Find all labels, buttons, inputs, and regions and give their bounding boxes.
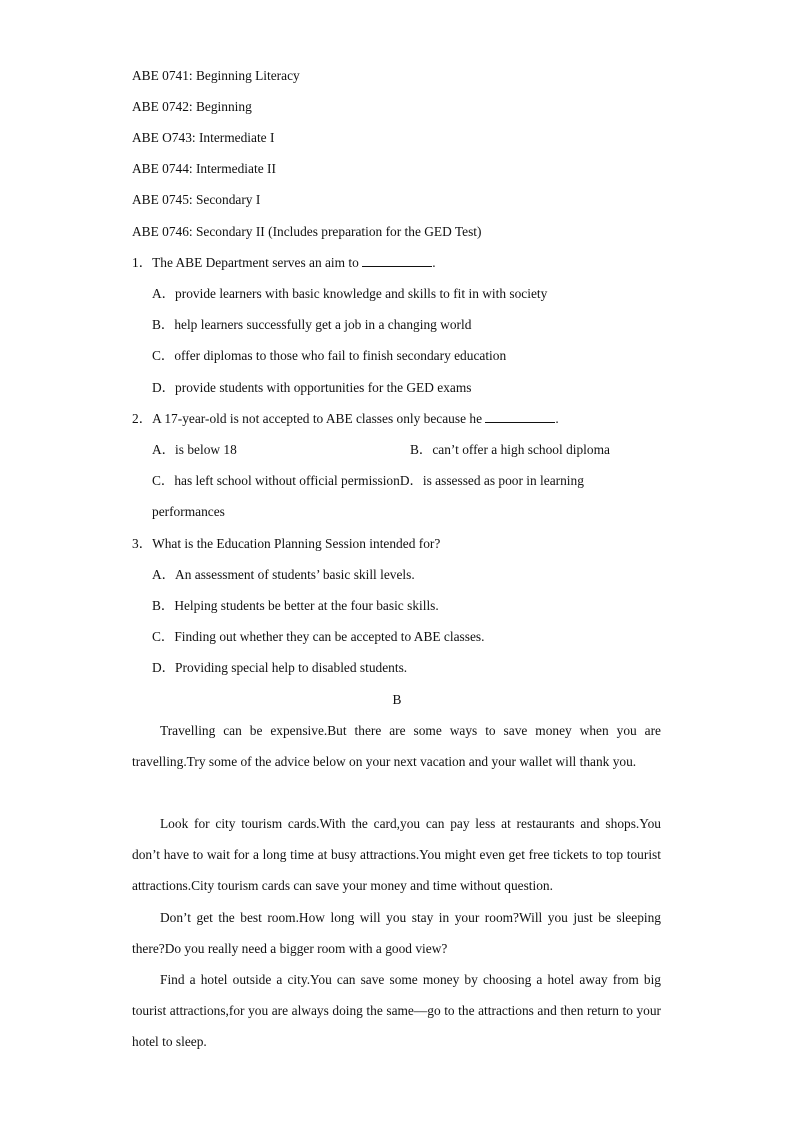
question-3-option-d: D．Providing special help to disabled students. xyxy=(152,660,408,675)
passage-paragraph-1 xyxy=(132,715,661,777)
passage-paragraph-3 xyxy=(132,902,661,964)
passage-paragraph-4 xyxy=(132,964,661,1058)
course-code-0746: ABE 0746: Secondary II (Includes preparation for the GED Test) xyxy=(132,224,482,239)
question-1-end: . xyxy=(432,255,436,270)
section-heading: B xyxy=(392,692,402,707)
question-2-end: . xyxy=(555,411,559,426)
paragraph-text: Don’t get the best room.How long will you stay in your room?Will you just be sleeping there?Do you really need a bigger room with a good view? xyxy=(132,910,661,957)
course-code-0742: ABE 0742: Beginning xyxy=(132,99,252,114)
paragraph-text: Travelling can be expensive.But there are some ways to save money when you are travelling.Try some of the advice below on your next vacation and your wallet will thank you. xyxy=(132,723,661,770)
question-1-stem xyxy=(132,254,436,272)
question-2-stem xyxy=(132,410,559,428)
question-2-options-cd xyxy=(152,472,584,490)
question-1-option-b: B．help learners successfully get a job in a changing world xyxy=(152,317,472,332)
question-2-option-a: A．is below 18 xyxy=(152,442,237,457)
question-2-option-d: D．is assessed as poor in learning xyxy=(399,473,584,488)
question-3-option-a: A．An assessment of students’ basic skill levels. xyxy=(152,567,415,582)
paragraph-text: Look for city tourism cards.With the card,you can pay less at restaurants and shops.You don’t have to wait for a long time at busy attractions.You might even get free tickets to top tourist attractions.City tourism cards can save your money and time without question. xyxy=(132,816,661,894)
answer-blank xyxy=(485,410,555,423)
question-3-option-c: C．Finding out whether they can be accepted to ABE classes. xyxy=(152,629,485,644)
question-1-option-d: D．provide students with opportunities for the GED exams xyxy=(152,380,472,395)
question-2-option-d-continued: performances xyxy=(152,504,225,519)
passage-paragraph-2 xyxy=(132,808,661,902)
question-2-text: 2．A 17-year-old is not accepted to ABE classes only because he xyxy=(132,411,486,426)
question-2-option-c: C．has left school without official permission xyxy=(152,473,400,488)
course-code-0743: ABE O743: Intermediate I xyxy=(132,130,275,145)
question-1-option-a: A．provide learners with basic knowledge and skills to fit in with society xyxy=(152,286,548,301)
question-3-stem: 3．What is the Education Planning Session intended for? xyxy=(132,536,441,551)
question-2-option-b: B．can’t offer a high school diploma xyxy=(410,442,610,457)
question-3-option-b: B．Helping students be better at the four basic skills. xyxy=(152,598,439,613)
question-1-text: 1．The ABE Department serves an aim to xyxy=(132,255,363,270)
answer-blank xyxy=(362,254,432,267)
question-1-option-c: C．offer diplomas to those who fail to finish secondary education xyxy=(152,348,507,363)
course-code-0741: ABE 0741: Beginning Literacy xyxy=(132,68,300,83)
course-code-0744: ABE 0744: Intermediate II xyxy=(132,161,276,176)
course-code-0745: ABE 0745: Secondary I xyxy=(132,192,261,207)
paragraph-text: Find a hotel outside a city.You can save some money by choosing a hotel away from big tourist attractions,for you are always doing the same—go to the attractions and then return to your hotel to sleep. xyxy=(132,972,661,1050)
